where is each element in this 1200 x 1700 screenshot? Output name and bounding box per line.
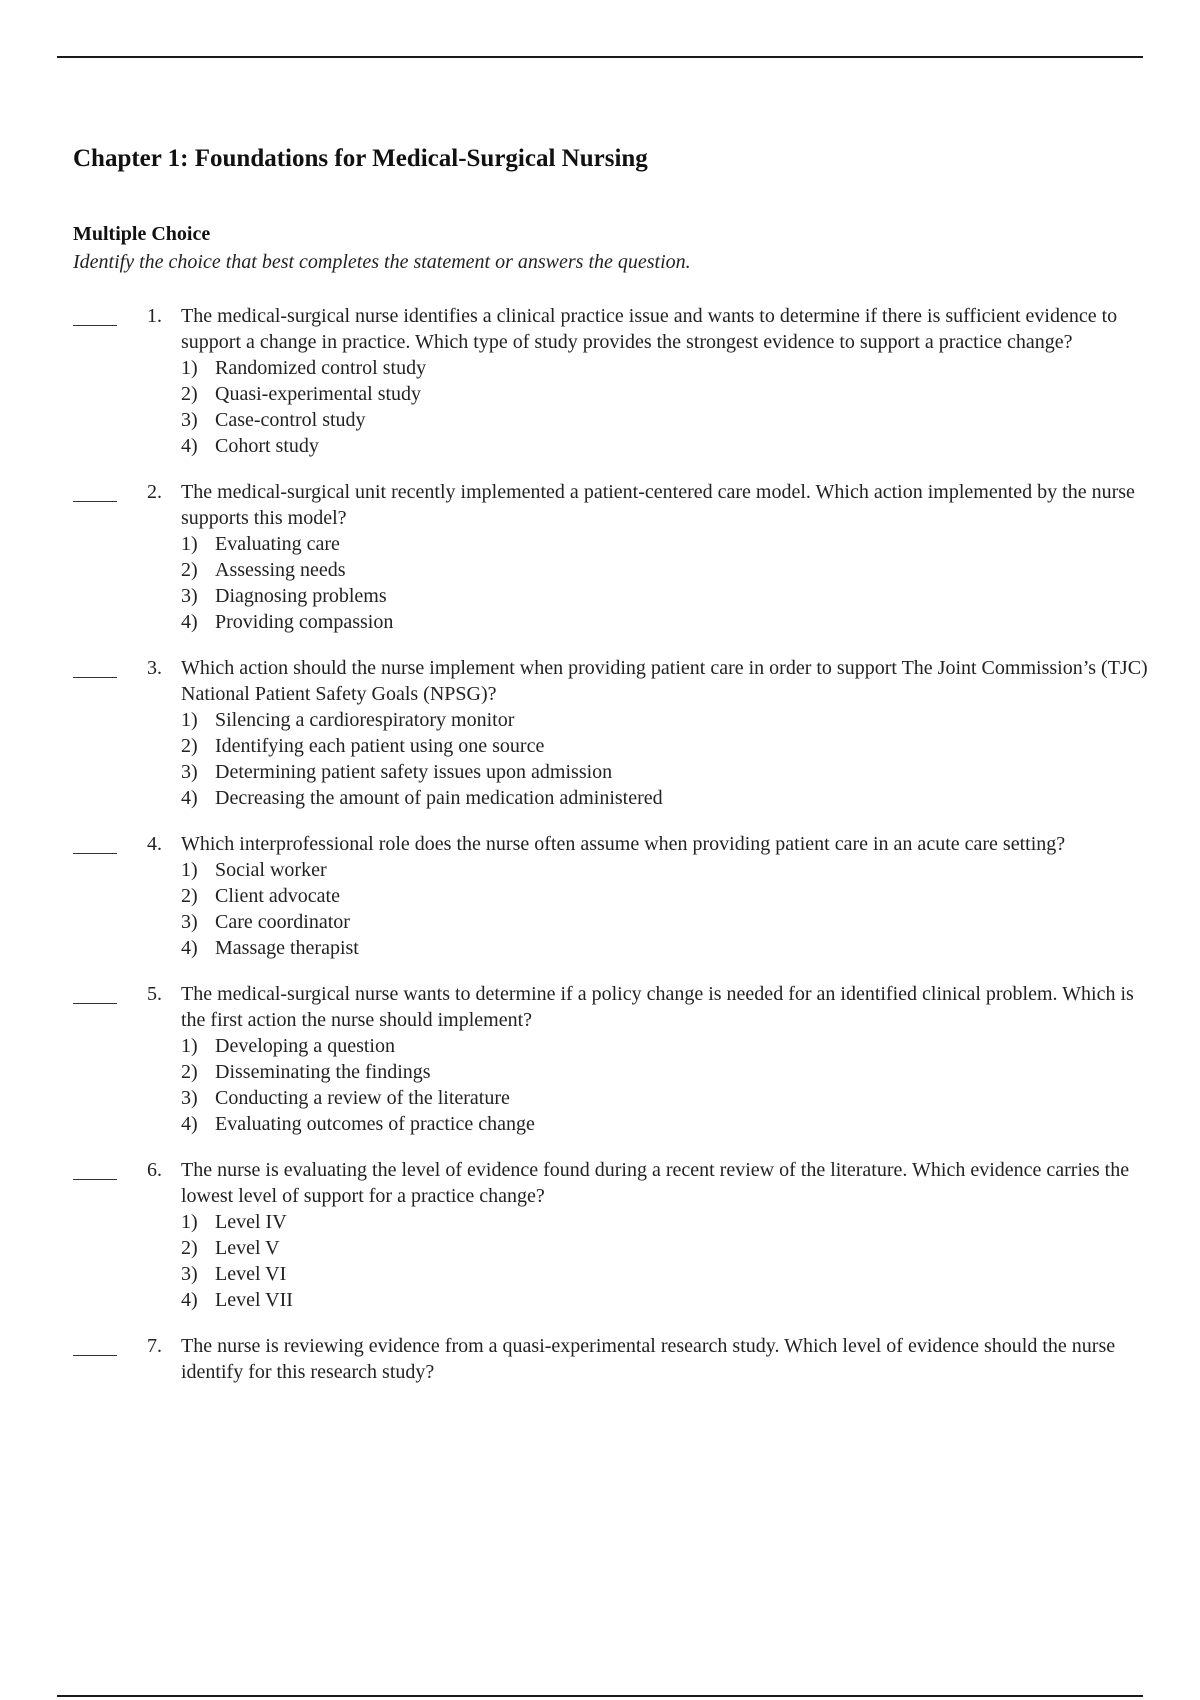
question-stem: The nurse is reviewing evidence from a quasi-experimental research study. Which level of evidence should the nurse identify for this research study? — [181, 1335, 1116, 1383]
choice-item — [181, 857, 1163, 883]
choice-number: 2) — [181, 885, 198, 907]
question-stem: The medical-surgical unit recently implemented a patient-centered care model. Which action implemented by the nurse supports this model? — [181, 481, 1135, 529]
choice-number: 3) — [181, 1263, 198, 1285]
choice-number: 1) — [181, 709, 198, 731]
bottom-rule — [57, 1695, 1143, 1697]
choice-text: Quasi-experimental study — [215, 383, 422, 405]
choice-text: Assessing needs — [215, 559, 346, 581]
answer-blank — [73, 1179, 117, 1180]
question-item — [73, 655, 1163, 811]
choice-item — [181, 609, 1163, 635]
choice-number: 1) — [181, 1035, 198, 1057]
question-number: 5. — [147, 983, 162, 1005]
section-title: Multiple Choice — [73, 223, 211, 245]
question-stem: The medical-surgical nurse wants to determine if a policy change is needed for an identified clinical problem. Which is the first action the nurse should implement? — [181, 983, 1134, 1031]
choice-number: 4) — [181, 787, 198, 809]
question-number: 1. — [147, 305, 162, 327]
choice-item — [181, 909, 1163, 935]
choice-item — [181, 407, 1163, 433]
question-number: 3. — [147, 657, 162, 679]
choice-text: Cohort study — [215, 435, 319, 457]
question-item — [73, 831, 1163, 961]
choice-text: Conducting a review of the literature — [215, 1087, 510, 1109]
choice-item — [181, 1033, 1163, 1059]
choice-item — [181, 1085, 1163, 1111]
choice-number: 2) — [181, 1237, 198, 1259]
choice-number: 3) — [181, 911, 198, 933]
choice-text: Care coordinator — [215, 911, 350, 933]
choice-item — [181, 381, 1163, 407]
choice-text: Determining patient safety issues upon admission — [215, 761, 613, 783]
question-number: 6. — [147, 1159, 162, 1181]
choice-item — [181, 1287, 1163, 1313]
choice-text: Disseminating the findings — [215, 1061, 431, 1083]
question-stem: Which interprofessional role does the nurse often assume when providing patient care in an acute care setting? — [181, 833, 1066, 855]
choice-item — [181, 935, 1163, 961]
question-number: 4. — [147, 833, 162, 855]
choice-text: Evaluating care — [215, 533, 340, 555]
question-list — [73, 303, 1163, 1405]
choice-number: 4) — [181, 435, 198, 457]
choice-text: Level VII — [215, 1289, 293, 1311]
choice-number: 1) — [181, 533, 198, 555]
choice-text: Providing compassion — [215, 611, 394, 633]
choice-text: Randomized control study — [215, 357, 427, 379]
choice-text: Level IV — [215, 1211, 287, 1233]
choice-number: 4) — [181, 1289, 198, 1311]
choice-list — [181, 1209, 1163, 1313]
choice-text: Silencing a cardiorespiratory monitor — [215, 709, 515, 731]
instructions: Identify the choice that best completes the statement or answers the question. — [73, 251, 691, 273]
choice-number: 2) — [181, 383, 198, 405]
choice-item — [181, 883, 1163, 909]
choice-item — [181, 355, 1163, 381]
question-stem: The medical-surgical nurse identifies a clinical practice issue and wants to determine if there is sufficient evidence to support a change in practice. Which type of study provides the strongest evidence to support a practice change? — [181, 305, 1118, 353]
choice-item — [181, 433, 1163, 459]
question-stem: Which action should the nurse implement when providing patient care in order to support The Joint Commission’s (TJC) National Patient Safety Goals (NPSG)? — [181, 657, 1148, 705]
top-rule — [57, 56, 1143, 58]
choice-item — [181, 583, 1163, 609]
choice-number: 3) — [181, 1087, 198, 1109]
choice-number: 3) — [181, 409, 198, 431]
choice-item — [181, 1261, 1163, 1287]
question-item — [73, 1333, 1163, 1385]
choice-item — [181, 1111, 1163, 1137]
answer-blank — [73, 677, 117, 678]
choice-item — [181, 733, 1163, 759]
choice-item — [181, 1209, 1163, 1235]
choice-item — [181, 1059, 1163, 1085]
answer-blank — [73, 325, 117, 326]
question-number: 2. — [147, 481, 162, 503]
chapter-title: Chapter 1: Foundations for Medical-Surgical Nursing — [73, 145, 648, 172]
choice-item — [181, 785, 1163, 811]
choice-text: Diagnosing problems — [215, 585, 387, 607]
choice-number: 3) — [181, 585, 198, 607]
question-item — [73, 479, 1163, 635]
choice-number: 4) — [181, 611, 198, 633]
choice-text: Identifying each patient using one source — [215, 735, 545, 757]
choice-number: 1) — [181, 859, 198, 881]
choice-list — [181, 531, 1163, 635]
question-number: 7. — [147, 1335, 162, 1357]
choice-item — [181, 1235, 1163, 1261]
choice-number: 4) — [181, 1113, 198, 1135]
choice-number: 1) — [181, 1211, 198, 1233]
choice-number: 2) — [181, 559, 198, 581]
choice-text: Level V — [215, 1237, 280, 1259]
choice-item — [181, 531, 1163, 557]
choice-number: 1) — [181, 357, 198, 379]
choice-list — [181, 707, 1163, 811]
choice-list — [181, 1033, 1163, 1137]
question-item — [73, 1157, 1163, 1313]
choice-number: 3) — [181, 761, 198, 783]
choice-item — [181, 707, 1163, 733]
choice-text: Decreasing the amount of pain medication administered — [215, 787, 663, 809]
choice-text: Developing a question — [215, 1035, 395, 1057]
answer-blank — [73, 1003, 117, 1004]
question-item — [73, 981, 1163, 1137]
choice-number: 2) — [181, 735, 198, 757]
choice-text: Evaluating outcomes of practice change — [215, 1113, 535, 1135]
choice-item — [181, 759, 1163, 785]
choice-text: Massage therapist — [215, 937, 359, 959]
answer-blank — [73, 853, 117, 854]
choice-text: Level VI — [215, 1263, 287, 1285]
question-stem: The nurse is evaluating the level of evidence found during a recent review of the literature. Which evidence carries the lowest level of support for a practice change? — [181, 1159, 1130, 1207]
choice-number: 2) — [181, 1061, 198, 1083]
choice-item — [181, 557, 1163, 583]
choice-list — [181, 857, 1163, 961]
answer-blank — [73, 501, 117, 502]
answer-blank — [73, 1355, 117, 1356]
choice-text: Case-control study — [215, 409, 366, 431]
question-item — [73, 303, 1163, 459]
choice-number: 4) — [181, 937, 198, 959]
choice-list — [181, 355, 1163, 459]
choice-text: Client advocate — [215, 885, 340, 907]
choice-text: Social worker — [215, 859, 327, 881]
